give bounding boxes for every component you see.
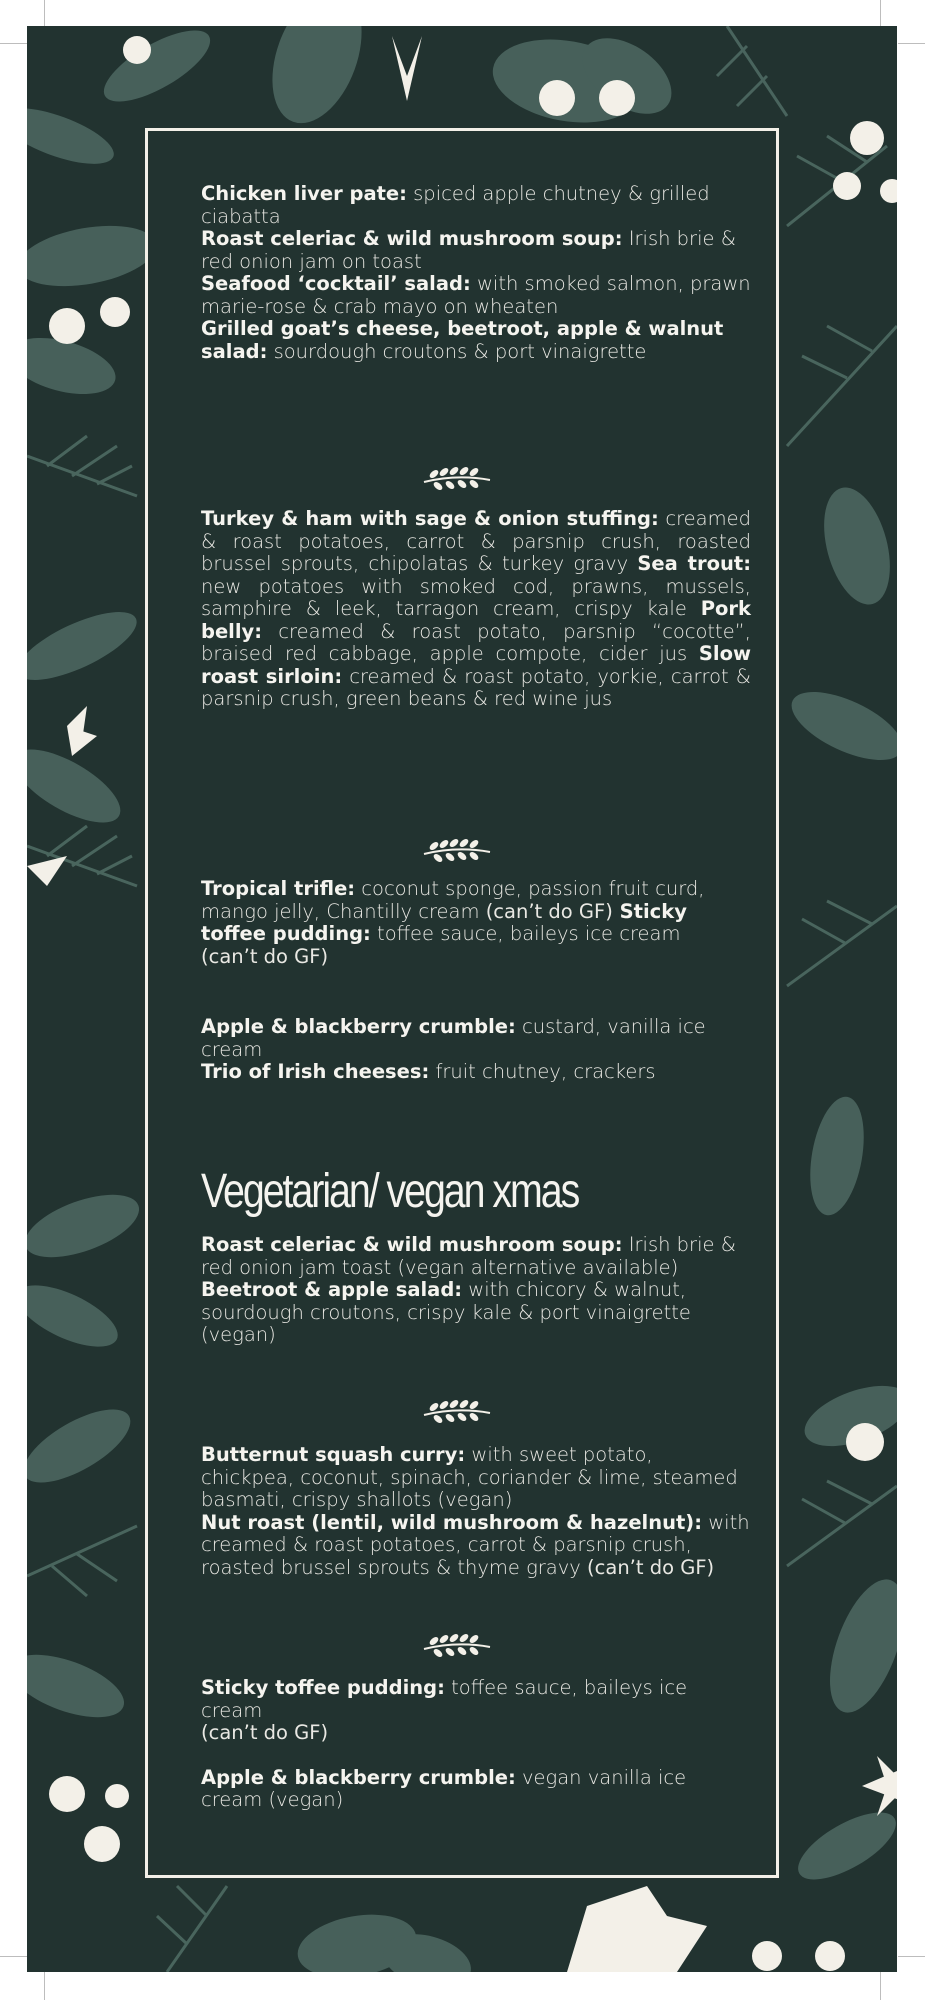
dish-name: Roast celeriac & wild mushroom soup: (201, 1233, 623, 1256)
dish-name: Roast celeriac & wild mushroom soup: (201, 227, 623, 250)
dish-veg-sticky-toffee (201, 1677, 751, 1745)
dish-name: Nut roast (lentil, wild mushroom & hazelnut): (201, 1510, 703, 1534)
dish-nut-roast (201, 1512, 751, 1580)
dish-chicken-liver-pate (201, 183, 751, 228)
dish-description: with creamed & roast potatoes, carrot & parsnip crush, roasted brussel sprouts & thyme gravy (201, 1510, 750, 1579)
dietary-note: (can’t do GF) (201, 1721, 329, 1744)
dish-name: Butternut squash curry: (201, 1443, 466, 1466)
dish-name: Trio of Irish cheeses: (201, 1060, 430, 1083)
vegetarian-heading: Vegetarian/ vegan xmas (201, 1165, 579, 1218)
dish-goats-cheese-salad (201, 318, 751, 363)
dietary-note: (can’t do GF) (587, 1555, 715, 1579)
dish-name: Slow roast sirloin: (201, 642, 751, 688)
dish-name: Grilled goat’s cheese, beetroot, apple & walnut salad: (201, 317, 724, 363)
sprig-divider-icon (422, 1397, 492, 1427)
dish-description: vegan vanilla ice cream (vegan) (201, 1765, 687, 1811)
sprig-divider-icon (422, 836, 492, 866)
sprig-divider-icon (422, 1631, 492, 1661)
dish-description: fruit chutney, crackers (429, 1060, 656, 1083)
dish-veg-soup (201, 1234, 751, 1279)
starters-section (201, 183, 751, 363)
dish-description: sourdough croutons & port vinaigrette (267, 339, 647, 363)
dish-name: Sticky toffee pudding: (201, 1676, 445, 1699)
veg-desserts-section (201, 1677, 751, 1812)
dish-name: Sea trout: (637, 552, 751, 575)
desserts-section-continued (201, 1016, 751, 1084)
dish-squash-curry (201, 1444, 751, 1512)
dish-beetroot-salad (201, 1279, 751, 1347)
dish-irish-cheeses (201, 1061, 751, 1084)
dish-name: Chicken liver pate: (201, 182, 407, 205)
dietary-note: (can’t do GF) (201, 944, 329, 968)
veg-mains-section (201, 1444, 751, 1579)
dish-description: Irish brie & red onion jam toast (vegan alternative available) (201, 1233, 736, 1279)
menu-panel (145, 128, 779, 1878)
dish-celeriac-soup (201, 228, 751, 273)
dish-description: toffee sauce, baileys ice cream (201, 1676, 688, 1722)
crop-mark (44, 0, 45, 26)
dish-description: creamed & roast potato, parsnip “cocotte”, braised red cabbage, apple compote, cider jus (201, 619, 751, 665)
mains-section (201, 508, 751, 711)
crop-mark (898, 1956, 925, 1957)
crop-mark (880, 1972, 881, 2000)
dish-description: with smoked salmon, prawn marie-rose & crab mayo on wheaten (201, 272, 751, 318)
dish-description: toffee sauce, baileys ice cream (370, 922, 681, 945)
dietary-note: (can’t do GF) (485, 899, 613, 923)
dish-veg-crumble (201, 1767, 751, 1812)
dish-description: coconut sponge, passion fruit curd, mango jelly, Chantilly cream (201, 877, 705, 923)
desserts-section (201, 878, 751, 968)
dish-description: with chicory & walnut, sourdough croutons, crispy kale & port vinaigrette (vegan) (201, 1278, 691, 1346)
sprig-divider-icon (422, 464, 492, 494)
crop-mark (44, 1972, 45, 2000)
crop-mark (898, 43, 925, 44)
dish-description: creamed & roast potato, yorkie, carrot & parsnip crush, green beans & red wine jus (201, 664, 751, 710)
dish-seafood-salad (201, 273, 751, 318)
dish-crumble (201, 1016, 751, 1061)
dish-description: with sweet potato, chickpea, coconut, spinach, coriander & lime, steamed basmati, crispy shallots (vegan) (201, 1443, 738, 1511)
dish-name: Beetroot & apple salad: (201, 1278, 463, 1301)
dish-description: custard, vanilla ice cream (201, 1015, 706, 1061)
dish-description: Irish brie & red onion jam on toast (201, 227, 736, 273)
crop-mark (880, 0, 881, 26)
dish-name: Pork belly: (201, 597, 751, 643)
crop-mark (0, 43, 27, 44)
veg-starters-section (201, 1234, 751, 1347)
dish-name: Apple & blackberry crumble: (201, 1015, 516, 1038)
dish-description: spiced apple chutney & grilled ciabatta (201, 182, 710, 228)
dish-description: new potatoes with smoked cod, prawns, mussels, samphire & leek, tarragon cream, crispy kale (201, 574, 751, 620)
crop-mark (0, 1956, 27, 1957)
dish-name: Tropical trifle: (201, 877, 356, 900)
dish-name: Turkey & ham with sage & onion stuffing: (201, 507, 659, 530)
dish-description: creamed & roast potatoes, carrot & parsnip crush, roasted brussel sprouts, chipolatas & turkey gravy (201, 507, 751, 575)
dish-name: Sticky toffee pudding: (201, 899, 687, 945)
dish-name: Apple & blackberry crumble: (201, 1765, 516, 1789)
dish-name: Seafood ‘cocktail’ salad: (201, 272, 471, 295)
